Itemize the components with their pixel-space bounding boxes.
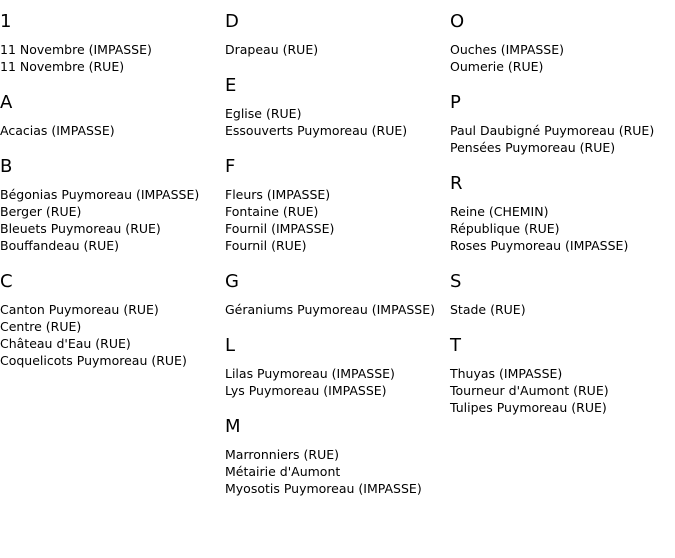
street-link[interactable]: Berger (RUE) xyxy=(0,204,82,219)
letter-group xyxy=(450,81,675,162)
street-link[interactable]: Bouffandeau (RUE) xyxy=(0,238,120,253)
street-link[interactable]: Acacias (IMPASSE) xyxy=(0,123,115,138)
street-list xyxy=(450,203,675,260)
letter-heading: M xyxy=(225,416,241,437)
street-link[interactable]: Lys Puymoreau (IMPASSE) xyxy=(225,383,387,398)
street-list xyxy=(225,105,450,145)
street-link[interactable]: Paul Daubigné Puymoreau (RUE) xyxy=(450,123,655,138)
street-link[interactable]: Stade (RUE) xyxy=(450,302,526,317)
street-link[interactable]: Thuyas (IMPASSE) xyxy=(450,366,563,381)
street-list xyxy=(0,41,225,81)
letter-heading: T xyxy=(450,335,461,356)
street-link[interactable]: Tulipes Puymoreau (RUE) xyxy=(450,400,607,415)
letter-heading: R xyxy=(450,173,463,194)
letter-heading: P xyxy=(450,92,461,113)
street-list xyxy=(450,41,675,81)
letter-group xyxy=(450,260,675,324)
street-link[interactable]: République (RUE) xyxy=(450,221,560,236)
letter-group xyxy=(225,64,450,145)
street-list xyxy=(0,301,225,375)
street-link[interactable]: Drapeau (RUE) xyxy=(225,42,319,57)
letter-heading: S xyxy=(450,271,462,292)
letter-group xyxy=(450,0,675,81)
letter-group xyxy=(225,324,450,405)
letter-heading: D xyxy=(225,11,239,32)
street-link[interactable]: Eglise (RUE) xyxy=(225,106,302,121)
street-link[interactable]: Château d'Eau (RUE) xyxy=(0,336,131,351)
letter-heading: G xyxy=(225,271,239,292)
street-link[interactable]: Canton Puymoreau (RUE) xyxy=(0,302,159,317)
street-link[interactable]: Bleuets Puymoreau (RUE) xyxy=(0,221,161,236)
letter-group xyxy=(450,162,675,260)
street-link[interactable]: Essouverts Puymoreau (RUE) xyxy=(225,123,408,138)
street-link[interactable]: Marronniers (RUE) xyxy=(225,447,339,462)
street-index-column-3 xyxy=(450,0,675,422)
street-list xyxy=(450,122,675,162)
street-link[interactable]: Métairie d'Aumont xyxy=(225,464,341,479)
street-link[interactable]: Reine (CHEMIN) xyxy=(450,204,549,219)
street-link[interactable]: Centre (RUE) xyxy=(0,319,82,334)
letter-heading: L xyxy=(225,335,236,356)
street-link[interactable]: Fontaine (RUE) xyxy=(225,204,319,219)
street-link[interactable]: Lilas Puymoreau (IMPASSE) xyxy=(225,366,395,381)
street-link[interactable]: Tourneur d'Aumont (RUE) xyxy=(450,383,609,398)
letter-group xyxy=(225,405,450,503)
street-index-column-2 xyxy=(225,0,450,503)
letter-heading: A xyxy=(0,92,13,113)
letter-group xyxy=(0,0,225,81)
street-link[interactable]: Fournil (IMPASSE) xyxy=(225,221,335,236)
street-link[interactable]: Myosotis Puymoreau (IMPASSE) xyxy=(225,481,422,496)
letter-group xyxy=(0,260,225,375)
letter-heading: F xyxy=(225,156,236,177)
street-list xyxy=(225,365,450,405)
street-link[interactable]: Géraniums Puymoreau (IMPASSE) xyxy=(225,302,436,317)
street-list xyxy=(225,186,450,260)
street-list xyxy=(450,365,675,422)
letter-group xyxy=(225,260,450,324)
street-list xyxy=(450,301,675,324)
letter-heading: 1 xyxy=(0,11,12,32)
letter-group xyxy=(450,324,675,422)
street-list xyxy=(0,186,225,260)
street-link[interactable]: Ouches (IMPASSE) xyxy=(450,42,565,57)
street-link[interactable]: Pensées Puymoreau (RUE) xyxy=(450,140,616,155)
street-link[interactable]: Oumerie (RUE) xyxy=(450,59,544,74)
street-link[interactable]: Roses Puymoreau (IMPASSE) xyxy=(450,238,629,253)
street-link[interactable]: 11 Novembre (IMPASSE) xyxy=(0,42,152,57)
letter-group xyxy=(0,81,225,145)
street-link[interactable]: 11 Novembre (RUE) xyxy=(0,59,125,74)
letter-heading: O xyxy=(450,11,465,32)
letter-heading: C xyxy=(0,271,13,292)
street-list xyxy=(0,122,225,145)
street-list xyxy=(225,41,450,64)
letter-group xyxy=(225,0,450,64)
letter-heading: E xyxy=(225,75,237,96)
street-link[interactable]: Fournil (RUE) xyxy=(225,238,307,253)
letter-group xyxy=(225,145,450,260)
street-link[interactable]: Bégonias Puymoreau (IMPASSE) xyxy=(0,187,200,202)
street-list xyxy=(225,446,450,503)
street-link[interactable]: Fleurs (IMPASSE) xyxy=(225,187,331,202)
letter-heading: B xyxy=(0,156,13,177)
street-link[interactable]: Coquelicots Puymoreau (RUE) xyxy=(0,353,187,368)
street-list xyxy=(225,301,450,324)
letter-group xyxy=(0,145,225,260)
street-index-column-1 xyxy=(0,0,225,375)
